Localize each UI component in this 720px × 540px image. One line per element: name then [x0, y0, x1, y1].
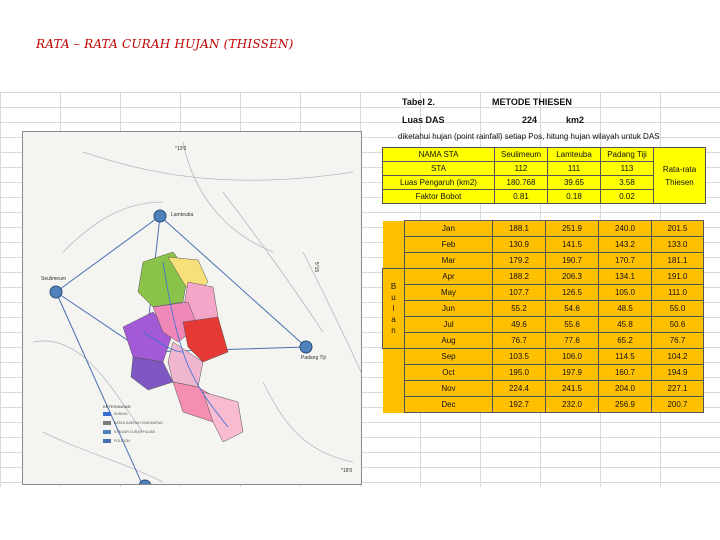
value-cell: 65.2	[599, 333, 652, 349]
legend-label: BATAS DAERAH TANGKAPAN	[114, 420, 163, 425]
table-cell: 0.81	[495, 190, 548, 204]
value-cell: 188.2	[493, 269, 546, 285]
table-row	[383, 285, 704, 301]
average-cell: 194.9	[652, 365, 704, 381]
coord-label: 5°15	[313, 261, 320, 273]
map-legend	[103, 404, 183, 445]
month-cell: Oct	[405, 365, 493, 381]
row-label: STA	[383, 162, 495, 176]
table-cell: 39.65	[548, 176, 601, 190]
average-cell: 200.7	[652, 397, 704, 413]
value-cell: 195.0	[493, 365, 546, 381]
table-row	[383, 381, 704, 397]
month-cell: May	[405, 285, 493, 301]
value-cell: 170.7	[599, 253, 652, 269]
legend-label: POLIGON	[114, 438, 130, 443]
blank-cell	[383, 221, 405, 269]
value-cell: 240.0	[599, 221, 652, 237]
bulan-letter: B	[390, 282, 397, 291]
value-cell: 107.7	[493, 285, 546, 301]
month-cell: Aug	[405, 333, 493, 349]
station-info-table	[382, 147, 706, 204]
average-cell: 133.0	[652, 237, 704, 253]
legend-title: KETERANGAN	[103, 404, 131, 409]
table-row	[383, 317, 704, 333]
value-cell: 160.7	[599, 365, 652, 381]
month-cell: Feb	[405, 237, 493, 253]
legend-swatch	[103, 430, 111, 434]
row-label: Luas Pengaruh (km2)	[383, 176, 495, 190]
value-cell: 54.6	[546, 301, 599, 317]
month-cell: Jun	[405, 301, 493, 317]
table-row	[383, 237, 704, 253]
value-cell: 192.7	[493, 397, 546, 413]
value-cell: 126.5	[546, 285, 599, 301]
value-cell: 197.9	[546, 365, 599, 381]
map-drawing	[23, 132, 362, 485]
thiessen-table-block	[380, 95, 720, 435]
station-label: Padang Tiji	[301, 355, 326, 361]
value-cell: 251.9	[546, 221, 599, 237]
value-cell: 190.7	[546, 253, 599, 269]
month-cell: Apr	[405, 269, 493, 285]
table-row	[383, 301, 704, 317]
table-cell: 112	[495, 162, 548, 176]
value-cell: 45.8	[599, 317, 652, 333]
month-cell: Nov	[405, 381, 493, 397]
legend-item	[103, 436, 183, 445]
table-title: Tabel 2.	[402, 97, 435, 107]
table-cell: 113	[601, 162, 654, 176]
blank-cell	[383, 349, 405, 413]
month-cell: Mar	[405, 253, 493, 269]
bulan-letter: a	[391, 315, 396, 324]
average-label: Rata-rata	[662, 164, 697, 174]
table-cell: 3.58	[601, 176, 654, 190]
row-label: Faktor Bobot	[383, 190, 495, 204]
value-cell: 48.5	[599, 301, 652, 317]
value-cell: 49.6	[493, 317, 546, 333]
table-cell: 111	[548, 162, 601, 176]
average-cell: 50.6	[652, 317, 704, 333]
table-row	[383, 221, 704, 237]
legend-swatch	[103, 439, 111, 443]
value-cell: 232.0	[546, 397, 599, 413]
value-cell: 130.9	[493, 237, 546, 253]
slide-title: RATA – RATA CURAH HUJAN (THISSEN)	[36, 37, 294, 51]
method-title: METODE THIESEN	[492, 97, 572, 107]
average-cell: 104.2	[652, 349, 704, 365]
table-cell: 0.18	[548, 190, 601, 204]
table-row	[383, 397, 704, 413]
month-cell: Jul	[405, 317, 493, 333]
average-label: Thiesen	[665, 177, 694, 187]
value-cell: 206.3	[546, 269, 599, 285]
bulan-vertical-label	[383, 269, 405, 349]
table-row	[383, 148, 706, 162]
value-cell: 55.2	[493, 301, 546, 317]
luas-das-unit: km2	[566, 115, 585, 125]
bulan-letter: l	[392, 304, 395, 313]
table-row	[383, 349, 704, 365]
value-cell: 141.5	[546, 237, 599, 253]
coord-label: °18'0	[341, 468, 353, 474]
legend-swatch	[103, 421, 111, 425]
legend-label: SUNGAI	[114, 411, 128, 416]
value-cell: 134.1	[599, 269, 652, 285]
value-cell: 143.2	[599, 237, 652, 253]
value-cell: 55.6	[546, 317, 599, 333]
luas-das-label: Luas DAS	[402, 115, 445, 125]
coord-label: °13'0	[175, 146, 187, 152]
bulan-letter: u	[391, 293, 396, 302]
table-row	[383, 365, 704, 381]
table-row	[383, 333, 704, 349]
value-cell: 105.0	[599, 285, 652, 301]
value-cell: 188.1	[493, 221, 546, 237]
station-label: Seulimeum	[41, 276, 67, 282]
average-cell: 55.0	[652, 301, 704, 317]
monthly-rainfall-table	[382, 220, 704, 413]
table-cell: 180.768	[495, 176, 548, 190]
value-cell: 204.0	[599, 381, 652, 397]
value-cell: 224.4	[493, 381, 546, 397]
average-cell: 181.1	[652, 253, 704, 269]
average-cell: 191.0	[652, 269, 704, 285]
month-cell: Jan	[405, 221, 493, 237]
value-cell: 106.0	[546, 349, 599, 365]
value-cell: 76.7	[493, 333, 546, 349]
average-cell: 201.5	[652, 221, 704, 237]
thiessen-map	[22, 131, 362, 485]
average-header	[654, 148, 706, 204]
legend-item	[103, 409, 183, 418]
station-label: Lamteuba	[171, 212, 194, 218]
average-cell: 76.7	[652, 333, 704, 349]
bulan-letter: n	[391, 326, 396, 335]
table-cell: 0.02	[601, 190, 654, 204]
average-cell: 227.1	[652, 381, 704, 397]
legend-swatch	[103, 412, 111, 416]
month-cell: Sep	[405, 349, 493, 365]
header-cell: Seulimeum	[495, 148, 548, 162]
value-cell: 77.6	[546, 333, 599, 349]
value-cell: 114.5	[599, 349, 652, 365]
luas-das-value: 224	[522, 115, 538, 125]
value-cell: 103.5	[493, 349, 546, 365]
table-row	[383, 269, 704, 285]
header-cell: NAMA STA	[383, 148, 495, 162]
header-cell: Padang Tiji	[601, 148, 654, 162]
legend-item	[103, 418, 183, 427]
average-cell: 111.0	[652, 285, 704, 301]
value-cell: 256.9	[599, 397, 652, 413]
instruction-note: diketahui hujan (point rainfall) setiap Pos, hitung hujan wilayah untuk DAS	[398, 132, 660, 141]
value-cell: 179.2	[493, 253, 546, 269]
legend-label: STASIUN CURAH HUJAN	[114, 429, 155, 434]
header-cell: Lamteuba	[548, 148, 601, 162]
legend-item	[103, 427, 183, 436]
table-row	[383, 253, 704, 269]
month-cell: Dec	[405, 397, 493, 413]
value-cell: 241.5	[546, 381, 599, 397]
